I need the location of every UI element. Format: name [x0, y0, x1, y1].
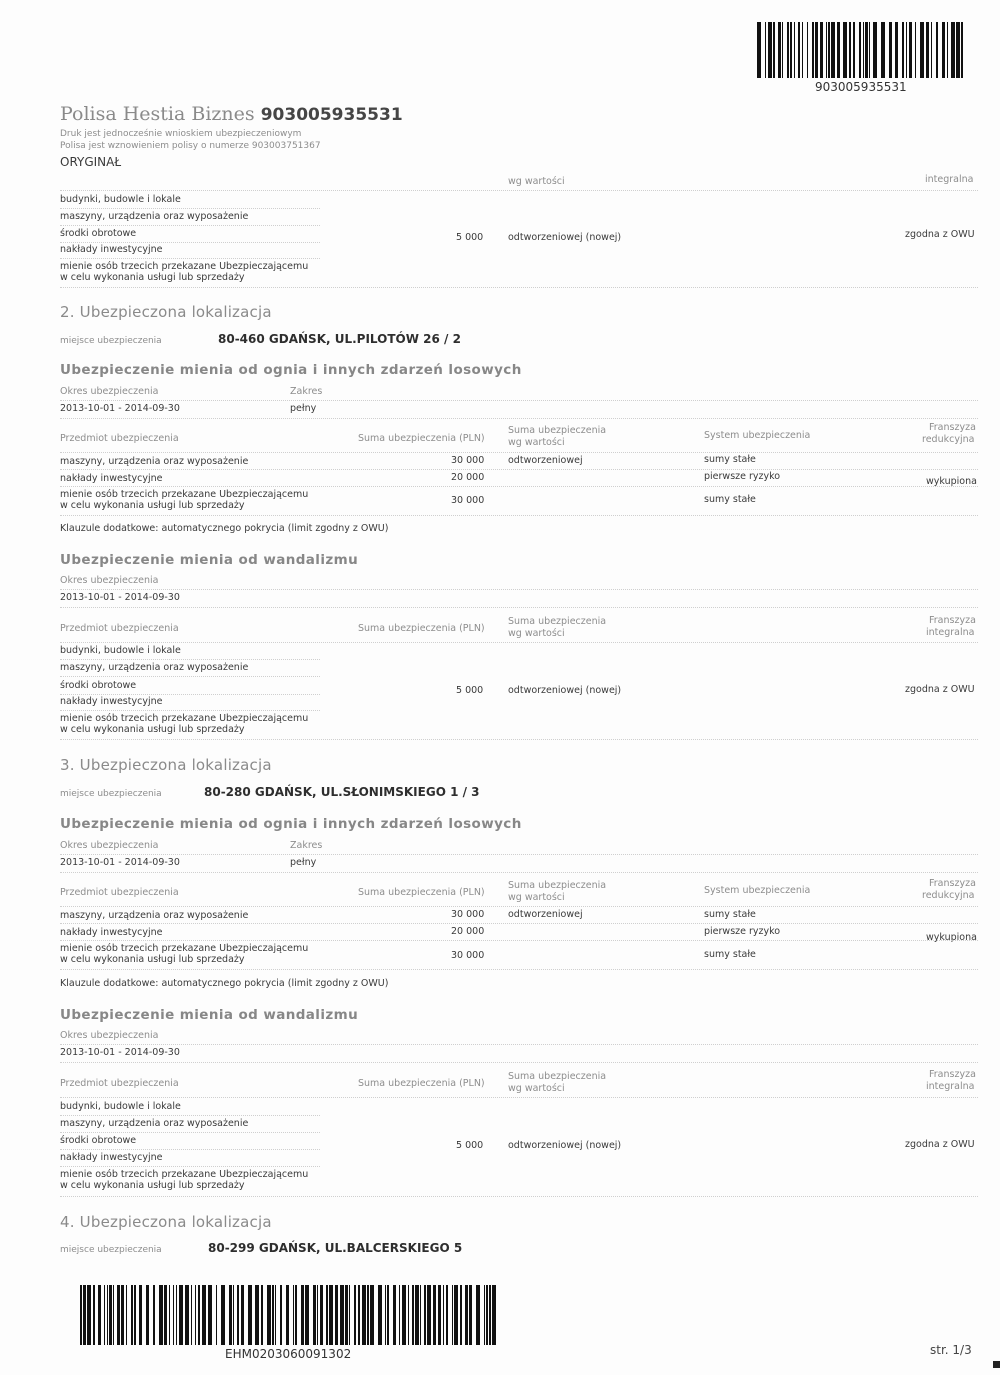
scope-label: Zakres — [290, 840, 323, 851]
table-row-sum: 30 000 — [451, 950, 485, 961]
period-label: Okres ubezpieczenia — [60, 386, 159, 397]
vandal-item: nakłady inwestycyjne — [60, 1152, 163, 1163]
barcode-gap — [496, 1285, 500, 1345]
table-row-item-multiline-2: w celu wykonania usługi lub sprzedaży — [60, 500, 245, 511]
franchise-header-2: integralna — [926, 1081, 975, 1092]
table-row-system: sumy stałe — [704, 909, 756, 920]
sum-value-header-1: Suma ubezpieczenia — [508, 1071, 607, 1082]
location-heading: 3. Ubezpieczona lokalizacja — [60, 756, 272, 774]
subject-header: Przedmiot ubezpieczenia — [60, 887, 179, 898]
bottom-barcode-number: EHM0203060091302 — [225, 1347, 352, 1361]
location-heading: 4. Ubezpieczona lokalizacja — [60, 1213, 272, 1231]
carryover-item: środki obrotowe — [60, 228, 137, 239]
system-header: System ubezpieczenia — [704, 430, 811, 441]
scope-value: pełny — [290, 403, 317, 414]
table-row-sum: 20 000 — [451, 926, 485, 937]
sum-value-header-1: Suma ubezpieczenia — [508, 425, 607, 436]
carryover-item: maszyny, urządzenia oraz wyposażenie — [60, 211, 249, 222]
vandal-item-multiline-1: mienie osób trzecich przekazane Ubezpieczającemu — [60, 1169, 309, 1180]
system-header: System ubezpieczenia — [704, 885, 811, 896]
table-row-value: odtworzeniowej — [508, 455, 583, 466]
product-name: Polisa Hestia Biznes — [60, 103, 255, 125]
sum-value-header-2: wg wartości — [508, 892, 565, 903]
table-row-system: pierwsze ryzyko — [704, 926, 781, 937]
table-row-item-multiline-1: mienie osób trzecich przekazane Ubezpieczającemu — [60, 943, 309, 954]
carryover-item-multiline-2: w celu wykonania usługi lub sprzedaży — [60, 272, 245, 283]
carryover-value: odtworzeniowej (nowej) — [508, 232, 622, 243]
bottom-barcode — [80, 1285, 500, 1345]
franchise-header-1: Franszyza — [929, 422, 976, 433]
sum-header: Suma ubezpieczenia (PLN) — [358, 433, 485, 444]
franchise-value: wykupiona — [926, 476, 977, 487]
table-row-system: pierwsze ryzyko — [704, 471, 781, 482]
vandal-item: środki obrotowe — [60, 680, 137, 691]
page-number: str. 1/3 — [930, 1343, 972, 1357]
table-row-sum: 30 000 — [451, 495, 485, 506]
vandal-item: budynki, budowle i lokale — [60, 645, 181, 656]
period-label: Okres ubezpieczenia — [60, 840, 159, 851]
vandal-sum: 5 000 — [456, 1140, 484, 1151]
header-note-1: Druk jest jednocześnie wnioskiem ubezpieczeniowym — [60, 129, 302, 139]
period-value: 2013-10-01 - 2014-09-30 — [60, 403, 180, 414]
vandal-item: budynki, budowle i lokale — [60, 1101, 181, 1112]
franchise-value: wykupiona — [926, 932, 977, 943]
vandal-franchise: zgodna z OWU — [905, 684, 975, 695]
subject-header: Przedmiot ubezpieczenia — [60, 433, 179, 444]
document-title — [60, 103, 403, 125]
table-row-item: maszyny, urządzenia oraz wyposażenie — [60, 456, 249, 467]
fire-coverage-title: Ubezpieczenie mienia od ognia i innych zdarzeń losowych — [60, 816, 522, 832]
top-barcode-number: 903005935531 — [815, 80, 907, 94]
table-row-system: sumy stałe — [704, 949, 756, 960]
fire-coverage-title: Ubezpieczenie mienia od ognia i innych zdarzeń losowych — [60, 362, 522, 378]
period-label: Okres ubezpieczenia — [60, 1030, 159, 1041]
table-row-sum: 20 000 — [451, 472, 485, 483]
sum-header: Suma ubezpieczenia (PLN) — [358, 623, 485, 634]
sum-value-header-1: Suma ubezpieczenia — [508, 616, 607, 627]
top-barcode — [757, 22, 963, 78]
table-row-item: maszyny, urządzenia oraz wyposażenie — [60, 910, 249, 921]
location-address: 80-280 GDAŃSK, UL.SŁONIMSKIEGO 1 / 3 — [204, 785, 480, 799]
location-place-label: miejsce ubezpieczenia — [60, 336, 162, 346]
additional-clauses: Klauzule dodatkowe: automatycznego pokrycia (limit zgodny z OWU) — [60, 978, 389, 989]
franchise-header-1: Franszyza — [929, 878, 976, 889]
vandal-item-multiline-1: mienie osób trzecich przekazane Ubezpieczającemu — [60, 713, 309, 724]
carryover-item: nakłady inwestycyjne — [60, 244, 163, 255]
subject-header: Przedmiot ubezpieczenia — [60, 1078, 179, 1089]
vandal-item: nakłady inwestycyjne — [60, 696, 163, 707]
vandal-coverage-title: Ubezpieczenie mienia od wandalizmu — [60, 1007, 359, 1023]
original-label: ORYGINAŁ — [60, 155, 122, 169]
franchise-header-1: Franszyza — [929, 615, 976, 626]
period-value: 2013-10-01 - 2014-09-30 — [60, 1047, 180, 1058]
location-place-label: miejsce ubezpieczenia — [60, 1245, 162, 1255]
location-heading: 2. Ubezpieczona lokalizacja — [60, 303, 272, 321]
location-address: 80-299 GDAŃSK, UL.BALCERSKIEGO 5 — [208, 1241, 463, 1255]
scope-label: Zakres — [290, 386, 323, 397]
table-row-system: sumy stałe — [704, 494, 756, 505]
carryover-sum: 5 000 — [456, 232, 484, 243]
vandal-item-multiline-2: w celu wykonania usługi lub sprzedaży — [60, 724, 245, 735]
sum-value-header-2: wg wartości — [508, 437, 565, 448]
location-address: 80-460 GDAŃSK, UL.PILOTÓW 26 / 2 — [218, 332, 461, 346]
franchise-header-2: integralna — [926, 627, 975, 638]
vandal-item-multiline-2: w celu wykonania usługi lub sprzedaży — [60, 1180, 245, 1191]
vandal-item: maszyny, urządzenia oraz wyposażenie — [60, 1118, 249, 1129]
header-note-2: Polisa jest wznowieniem polisy o numerze 903003751367 — [60, 141, 321, 151]
vandal-sum: 5 000 — [456, 685, 484, 696]
sum-header: Suma ubezpieczenia (PLN) — [358, 1078, 485, 1089]
franchise-header-2: redukcyjna — [922, 434, 975, 445]
carryover-franchise-header: integralna — [925, 174, 974, 185]
table-row-item-multiline-1: mienie osób trzecich przekazane Ubezpieczającemu — [60, 489, 309, 500]
table-row-system: sumy stałe — [704, 454, 756, 465]
table-row-sum: 30 000 — [451, 455, 485, 466]
table-row-item: nakłady inwestycyjne — [60, 927, 163, 938]
vandal-item: środki obrotowe — [60, 1135, 137, 1146]
policy-number: 903005935531 — [260, 105, 403, 125]
table-row-item: nakłady inwestycyjne — [60, 473, 163, 484]
location-place-label: miejsce ubezpieczenia — [60, 789, 162, 799]
scope-value: pełny — [290, 857, 317, 868]
vandal-item: maszyny, urządzenia oraz wyposażenie — [60, 662, 249, 673]
period-label: Okres ubezpieczenia — [60, 575, 159, 586]
carryover-item-multiline-1: mienie osób trzecich przekazane Ubezpieczającemu — [60, 261, 309, 272]
franchise-header-1: Franszyza — [929, 1069, 976, 1080]
sum-value-header-2: wg wartości — [508, 1083, 565, 1094]
sum-value-header-1: Suma ubezpieczenia — [508, 880, 607, 891]
sum-value-header-2: wg wartości — [508, 628, 565, 639]
barcode-bar — [961, 22, 963, 78]
franchise-header-2: redukcyjna — [922, 890, 975, 901]
sum-header: Suma ubezpieczenia (PLN) — [358, 887, 485, 898]
carryover-item: budynki, budowle i lokale — [60, 194, 181, 205]
vandal-coverage-title: Ubezpieczenie mienia od wandalizmu — [60, 552, 359, 568]
subject-header: Przedmiot ubezpieczenia — [60, 623, 179, 634]
vandal-value: odtworzeniowej (nowej) — [508, 685, 622, 696]
additional-clauses: Klauzule dodatkowe: automatycznego pokrycia (limit zgodny z OWU) — [60, 523, 389, 534]
vandal-franchise: zgodna z OWU — [905, 1139, 975, 1150]
carryover-value-header: wg wartości — [508, 176, 565, 187]
carryover-franchise: zgodna z OWU — [905, 229, 975, 240]
scan-mark — [993, 1361, 1000, 1368]
period-value: 2013-10-01 - 2014-09-30 — [60, 592, 180, 603]
period-value: 2013-10-01 - 2014-09-30 — [60, 857, 180, 868]
table-row-value: odtworzeniowej — [508, 909, 583, 920]
table-row-sum: 30 000 — [451, 909, 485, 920]
table-row-item-multiline-2: w celu wykonania usługi lub sprzedaży — [60, 954, 245, 965]
vandal-value: odtworzeniowej (nowej) — [508, 1140, 622, 1151]
